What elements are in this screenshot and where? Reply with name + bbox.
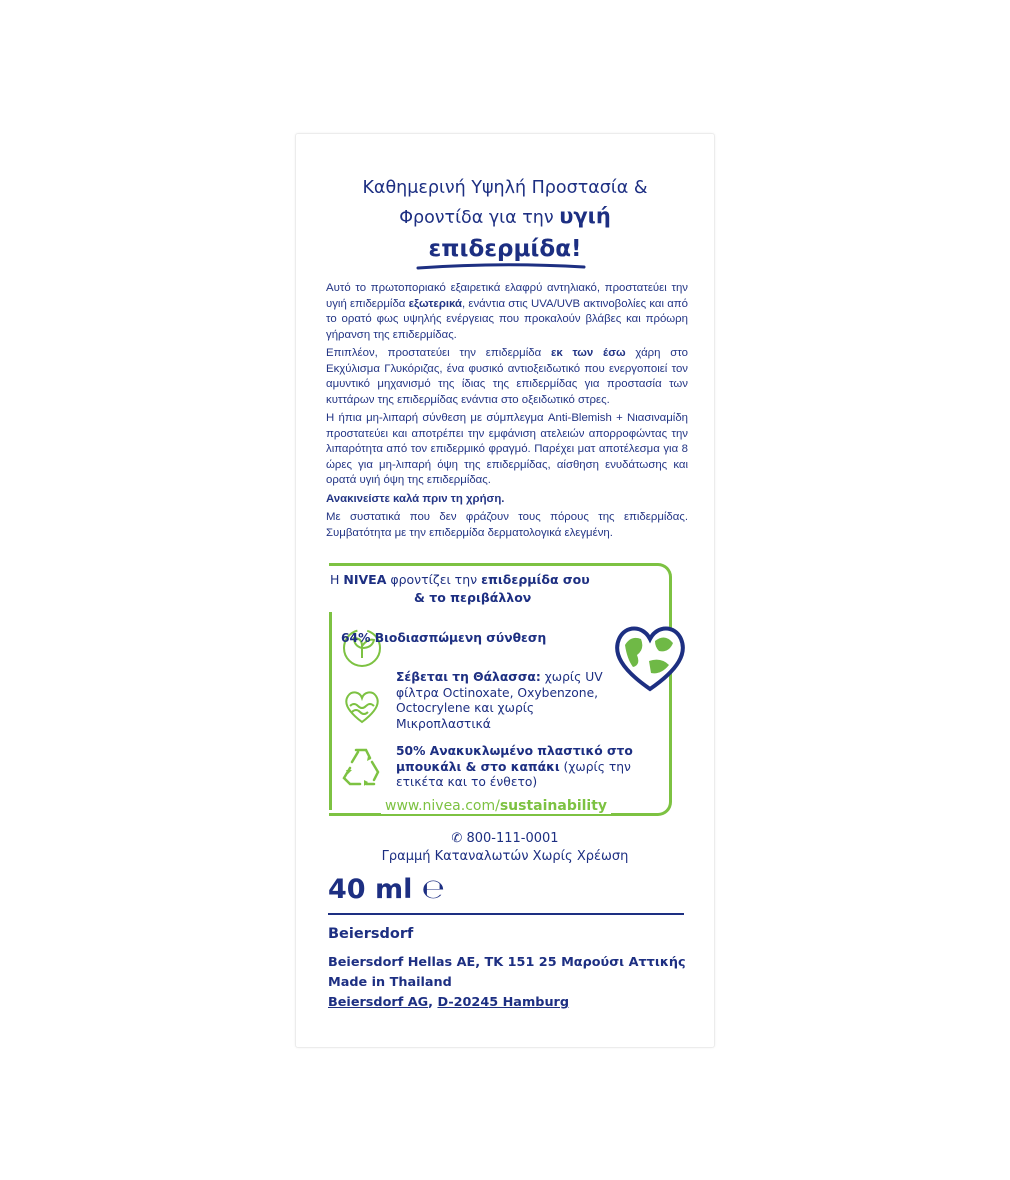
heading [296, 174, 714, 266]
eco-item-recycled: 50% Ανακυκλωμένο πλαστικό στο μπουκάλι & στο καπάκι (χωρίς την ετικέτα και το ένθετο) [396, 744, 633, 789]
description-p2: Επιπλέον, προστατεύει την επιδερμίδα εκ των έσω χάρη στο Εκχύλισμα Γλυκόριζας, ένα φυσικό αντιοξειδωτικό που ενεργοποιεί τον αμυντικό μηχανισμό της ίδιας της επιδερμίδας για προστασία των κυττάρων της επιδερμίδας ενάντια στο οξειδωτικό στρες. [326, 347, 688, 406]
eco-item-biodegradable: 64% Βιοδιασπώμενη σύνθεση [341, 631, 547, 645]
company-brand: Beiersdorf [328, 926, 414, 942]
sustainability-title: Η NIVEA φροντίζει την επιδερμίδα σου & το περιβάλλον [326, 571, 654, 607]
heading-line3: επιδερμίδα! [428, 236, 582, 262]
underline-swoosh [416, 260, 586, 274]
divider [328, 913, 684, 915]
phone-icon: ✆ [451, 831, 463, 846]
volume-label: 40 ml ℮ [328, 874, 445, 905]
sustainability-link[interactable]: www.nivea.com/sustainability [381, 798, 611, 814]
company-address [328, 953, 686, 1013]
phone-note: Γραμμή Καταναλωτών Χωρίς Χρέωση [381, 849, 629, 864]
address-line3: Beiersdorf AG, D-20245 Hamburg [328, 995, 570, 1010]
address-line2: Made in Thailand [328, 975, 452, 990]
product-label-panel [295, 133, 715, 1048]
phone-number: 800-111-0001 [466, 831, 559, 846]
description-p1: Αυτό το πρωτοποριακό εξαιρετικά ελαφρύ αντηλιακό, προστατεύει την υγιή επιδερμίδα εξωτερικά, ενάντια στις UVA/UVB ακτινοβολίες και από το ορατό φως υψηλής ενέργειας που προκαλούν βλάβες και πρόωρη γήρανση της επιδερμίδας. [326, 282, 688, 341]
earth-heart-icon [611, 621, 689, 693]
description-p5: Με συστατικά που δεν φράζουν τους πόρους της επιδερμίδας. Συμβατότητα με την επιδερμίδα δερματολογικά ελεγμένη. [326, 511, 688, 539]
ocean-heart-icon [338, 682, 386, 730]
eco-item-ocean: Σέβεται τη Θάλασσα: χωρίς UV φίλτρα Octinoxate, Oxybenzone, Octocrylene και χωρίς Μικροπλαστικά [396, 670, 603, 731]
phone-line [296, 830, 714, 848]
address-line1: Beiersdorf Hellas AE, TK 151 25 Μαρούσι Αττικής [328, 955, 686, 970]
recycle-icon [338, 744, 386, 792]
shake-instruction: Ανακινείστε καλά πριν τη χρήση. [326, 492, 505, 505]
heading-line1: Καθημερινή Υψηλή Προστασία & [362, 178, 648, 198]
heading-line2: Φροντίδα για την υγιή [399, 204, 611, 228]
description [326, 281, 688, 544]
description-p3: Η ήπια μη-λιπαρή σύνθεση με σύμπλεγμα Anti-Blemish + Νιασιναμίδη προστατεύει και αποτρέπει την εμφάνιση ατελειών απορροφώντας την λιπαρότητα από τον επιδερμικό φραγμό. Παρέχει ματ αποτέλεσμα για 8 ώρες για μη-λιπαρή όψη της επιδερμίδας, αίσθηση ενυδάτωσης και ορατά υγιή όψη της επιδερμίδας. [326, 412, 688, 486]
contact-block [296, 830, 714, 866]
sustainability-frame-left [329, 612, 332, 810]
